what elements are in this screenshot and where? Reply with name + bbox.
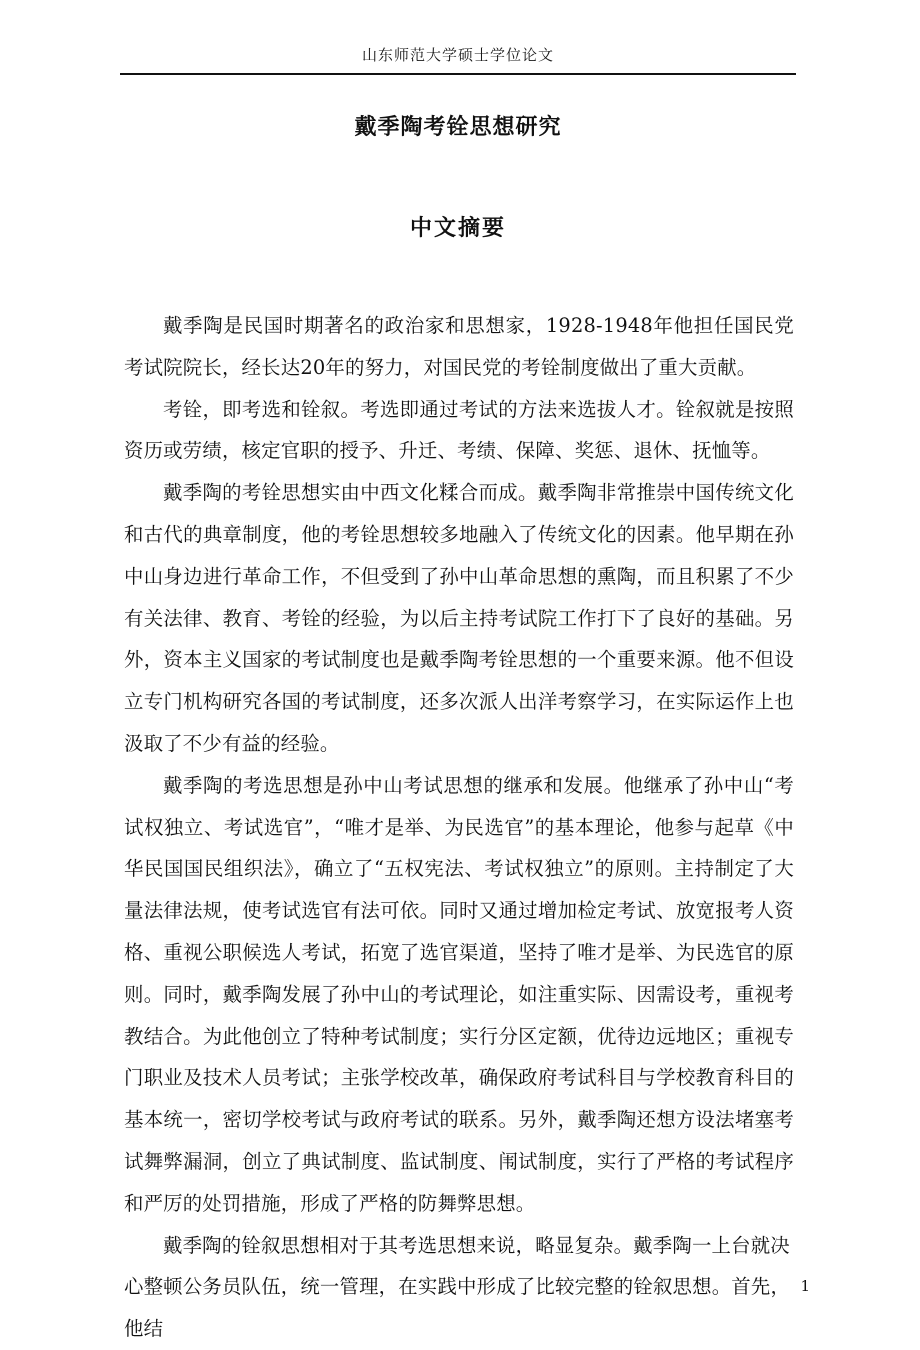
header-divider (120, 73, 796, 75)
thesis-title: 戴季陶考铨思想研究 (354, 115, 562, 140)
page-number: 1 (800, 1277, 810, 1295)
paragraph: 戴季陶的铨叙思想相对于其考选思想来说，略显复杂。戴季陶一上台就决心整顿公务员队伍，统一管理，在实践中形成了比较完整的铨叙思想。首先，他结 (124, 1233, 791, 1341)
section-heading-abstract: 中文摘要 (409, 216, 506, 241)
paragraph: 考铨，即考选和铨叙。考选即通过考试的方法来选拔人才。铨叙就是按照资历或劳绩，核定官职的授予、升迁、考绩、保障、奖惩、退休、抚恤等。 (124, 397, 794, 463)
running-header: 山东师范大学硕士学位论文 (361, 46, 554, 64)
paragraph: 戴季陶的考铨思想实由中西文化糅合而成。戴季陶非常推崇中国传统文化和古代的典章制度，他的考铨思想较多地融入了传统文化的因素。他早期在孙中山身边进行革命工作，不但受到了孙中山革命思想的熏陶，而且积累了不少有关法律、教育、考铨的经验，为以后主持考试院工作打下了良好的基础。另外，资本主义国家的考试制度也是戴季陶考铨思想的一个重要来源。他不但设立专门机构研究各国的考试制度，还多次派人出洋考察学习，在实际运作上也汲取了不少有益的经验。 (124, 481, 794, 755)
abstract-body (124, 305, 794, 1350)
paragraph: 戴季陶的考选思想是孙中山考试思想的继承和发展。他继承了孙中山“考试权独立、考试选官”，“唯才是举、为民选官”的基本理论，他参与起草《中华民国国民组织法》，确立了“五权宪法、考试权独立”的原则。主持制定了大量法律法规，使考试选官有法可依。同时又通过增加检定考试、放宽报考人资格、重视公职候选人考试，拓宽了选官渠道，坚持了唯才是举、为民选官的原则。同时，戴季陶发展了孙中山的考试理论，如注重实际、因需设考，重视考教结合。为此他创立了特种考试制度；实行分区定额，优待边远地区；重视专门职业及技术人员考试；主张学校改革，确保政府考试科目与学校教育科目的基本统一，密切学校考试与政府考试的联系。另外，戴季陶还想方设法堵塞考试舞弊漏洞，创立了典试制度、监试制度、闱试制度，实行了严格的考试程序和严厉的处罚措施，形成了严格的防舞弊思想。 (124, 773, 794, 1215)
paragraph: 戴季陶是民国时期著名的政治家和思想家，1928-1948年他担任国民党考试院院长，经长达20年的努力，对国民党的考铨制度做出了重大贡献。 (124, 314, 794, 379)
